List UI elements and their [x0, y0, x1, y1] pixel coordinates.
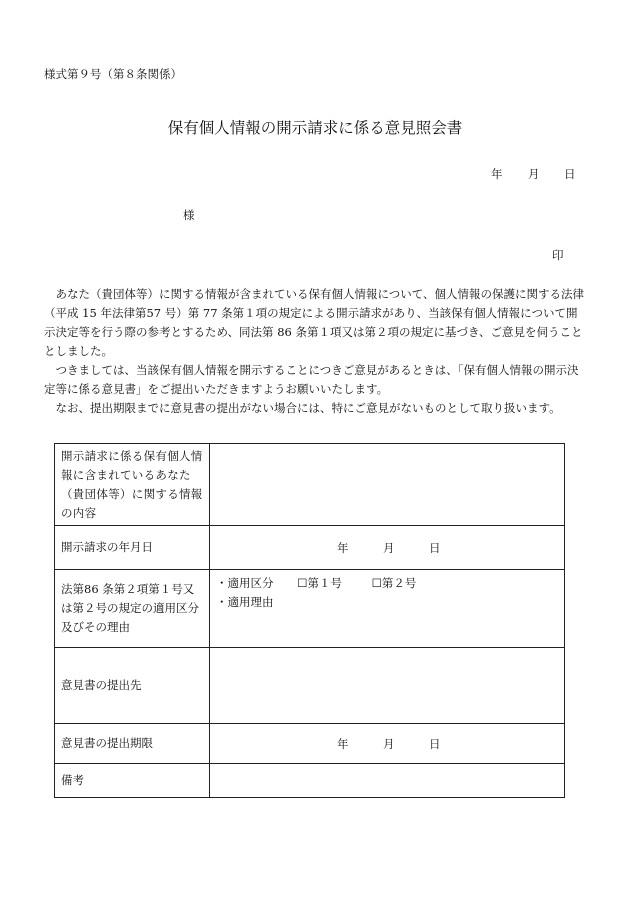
- table-row-request-date: [55, 526, 565, 570]
- issue-date-day: 日: [564, 167, 576, 181]
- field-request-date[interactable]: [210, 526, 565, 570]
- body-paragraph-2: つきましては、当該保有個人情報を開示することにつきご意見があるときは、「保有個人情報の開示決定等に係る意見書」をご提出いただきますようお願いいたします。: [44, 363, 579, 396]
- issue-date-month: 月: [528, 167, 540, 181]
- info-table: [54, 443, 565, 798]
- label-info-content: 開示請求に係る保有個人情報に含まれているあなた（貴団体等）に関する情報の内容: [55, 444, 210, 526]
- body-text: [44, 285, 588, 418]
- label-remarks: 備考: [55, 764, 210, 798]
- request-date-month: 月: [383, 540, 395, 555]
- option-item-2-checkbox[interactable]: ☐第２号: [371, 576, 417, 590]
- form-number: 様式第９号（第８条関係）: [44, 67, 182, 81]
- table-row-info-content: [55, 444, 565, 526]
- field-submission-deadline[interactable]: [210, 724, 565, 764]
- deadline-year: 年: [337, 736, 349, 751]
- label-applicable-category: 法第86 条第２項第１号又は第２号の規定の適用区分及びその理由: [55, 570, 210, 648]
- label-submission-address: 意見書の提出先: [55, 648, 210, 724]
- body-paragraph-3: なお、提出期限までに意見書の提出がない場合には、特にご意見がないものとして取り扱います。: [55, 401, 561, 415]
- table-row-applicable-category: [55, 570, 565, 648]
- deadline-month: 月: [383, 736, 395, 751]
- label-submission-deadline: 意見書の提出期限: [55, 724, 210, 764]
- reason-label: ・適用理由: [216, 595, 274, 609]
- seal-mark: 印: [552, 248, 564, 262]
- table-row-submission-address: [55, 648, 565, 724]
- table-row-remarks: [55, 764, 565, 798]
- table-row-submission-deadline: [55, 724, 565, 764]
- field-applicable-category: [210, 570, 565, 648]
- request-date-day: 日: [429, 540, 441, 555]
- deadline-day: 日: [429, 736, 441, 751]
- category-label: ・適用区分: [216, 576, 274, 590]
- field-info-content[interactable]: [210, 444, 565, 526]
- request-date-year: 年: [337, 540, 349, 555]
- addressee-suffix: 様: [183, 208, 195, 222]
- label-request-date: 開示請求の年月日: [55, 526, 210, 570]
- field-submission-address[interactable]: [210, 648, 565, 724]
- issue-date-year: 年: [491, 167, 503, 181]
- body-paragraph-1: あなた（貴団体等）に関する情報が含まれている保有個人情報について、個人情報の保護に関する法律（平成 15 年法律第57 号）第 77 条第１項の規定による開示請求があり、当該保有個人情報について開示決定等を行う際の参考とするため、同法第 86 条第１項又は第２項の規定に基づき、ご意見を伺うこととしました。: [44, 287, 585, 358]
- field-remarks[interactable]: [210, 764, 565, 798]
- option-item-1-checkbox[interactable]: ☐第１号: [297, 576, 342, 590]
- document-title: 保有個人情報の開示請求に係る意見照会書: [167, 119, 463, 137]
